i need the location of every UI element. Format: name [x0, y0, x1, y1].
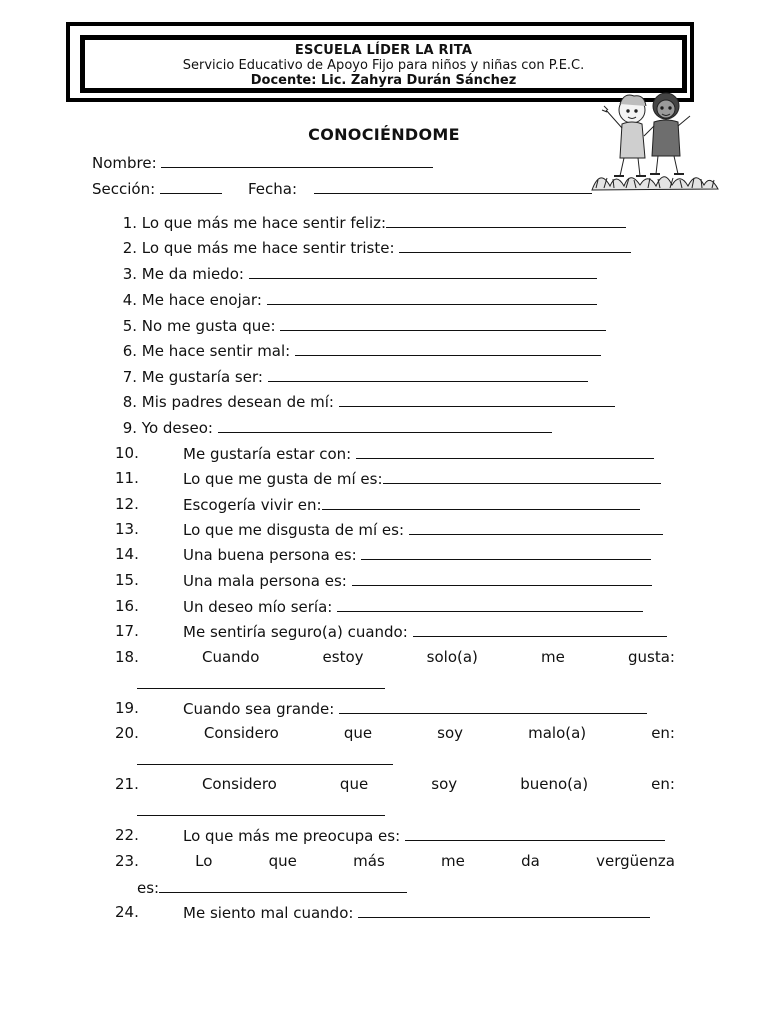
service-line: Servicio Educativo de Apoyo Fijo para niños y niñas con P.E.C.: [182, 58, 585, 73]
answer-line: [137, 674, 385, 693]
answer-blank[interactable]: [352, 571, 652, 586]
answer-blank[interactable]: [339, 392, 615, 407]
date-blank[interactable]: [314, 179, 592, 194]
answer-line: es:: [137, 878, 407, 897]
list-item: 23. Lo que más me da vergüenza: [115, 852, 675, 870]
answer-blank[interactable]: [322, 495, 640, 510]
answer-blank[interactable]: [137, 674, 385, 689]
answer-blank[interactable]: [386, 213, 626, 228]
answer-blank[interactable]: [249, 264, 597, 279]
answer-blank[interactable]: [383, 469, 661, 484]
section-label: Sección:: [92, 180, 156, 198]
list-item: 7. Me gustaría ser:: [115, 367, 588, 386]
answer-blank[interactable]: [399, 238, 631, 253]
answer-blank[interactable]: [356, 444, 654, 459]
list-item: 20. Considero que soy malo(a) en:: [115, 724, 675, 742]
list-item: 3. Me da miedo:: [115, 264, 597, 283]
name-field: [92, 153, 433, 172]
answer-blank[interactable]: [137, 750, 393, 765]
answer-blank[interactable]: [339, 699, 647, 714]
school-name: ESCUELA LÍDER LA RITA: [294, 43, 473, 58]
answer-blank[interactable]: [337, 597, 643, 612]
answer-blank[interactable]: [413, 622, 667, 637]
list-item: 18. Cuando estoy solo(a) me gusta:: [115, 648, 675, 666]
list-item: 5. No me gusta que:: [115, 316, 606, 335]
page-title: CONOCIÉNDOME: [308, 125, 460, 144]
header-box: [80, 35, 687, 93]
list-item: 6. Me hace sentir mal:: [115, 341, 601, 360]
name-blank[interactable]: [161, 153, 433, 168]
answer-blank[interactable]: [295, 341, 601, 356]
answer-blank[interactable]: [218, 418, 552, 433]
answer-blank[interactable]: [409, 520, 663, 535]
answer-line: [137, 801, 385, 820]
answer-blank[interactable]: [361, 545, 651, 560]
list-item: 21. Considero que soy bueno(a) en:: [115, 775, 675, 793]
answer-blank[interactable]: [137, 801, 385, 816]
answer-blank[interactable]: [280, 316, 606, 331]
teacher-line: Docente: Lic. Zahyra Durán Sánchez: [250, 73, 517, 88]
section-field: [92, 179, 222, 198]
section-blank[interactable]: [160, 179, 222, 194]
answer-line: [137, 750, 393, 769]
answer-blank[interactable]: [405, 826, 665, 841]
date-field: [248, 179, 592, 198]
answer-blank[interactable]: [159, 878, 407, 893]
answer-blank[interactable]: [268, 367, 588, 382]
date-label: Fecha:: [248, 180, 298, 198]
name-label: Nombre:: [92, 154, 157, 172]
answer-blank[interactable]: [358, 903, 650, 918]
list-item: 1. Lo que más me hace sentir feliz:: [115, 213, 626, 232]
answer-blank[interactable]: [267, 290, 597, 305]
list-item: 4. Me hace enojar:: [115, 290, 597, 309]
list-item: 2. Lo que más me hace sentir triste:: [115, 238, 631, 257]
list-item: 8. Mis padres desean de mí:: [115, 392, 615, 411]
list-item: 9. Yo deseo:: [115, 418, 552, 437]
